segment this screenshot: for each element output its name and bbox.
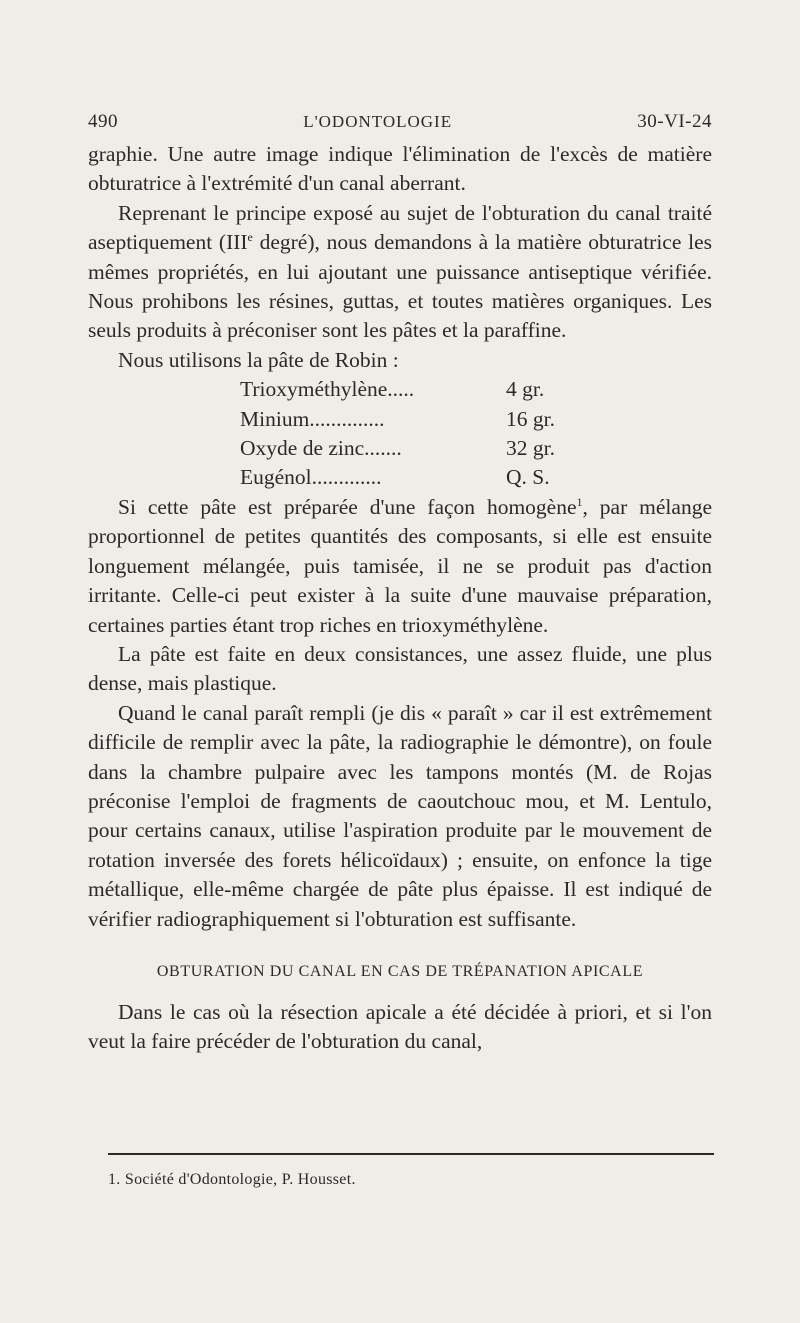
footnote: 1. Société d'Odontologie, P. Housset. [108, 1171, 356, 1188]
running-header [88, 104, 712, 140]
paragraph-4 [88, 493, 712, 640]
recipe-ingredient: Oxyde de zinc....... [240, 436, 402, 461]
footnote-divider [108, 1153, 714, 1155]
paragraph-3: Nous utilisons la pâte de Robin : [118, 347, 399, 372]
paragraph-2-end: degré), nous demandons à la matière obturatrice les mêmes propriétés, en lui ajoutant une puissance antiseptique vérifiée. Nous prohibons les résines, guttas, et toutes matières organiques. Les seuls produits à préconiser sont les pâtes et la paraffine. [88, 230, 712, 343]
paragraph-6: Quand le canal paraît rempli (je dis « paraît » car il est extrêmement difficile de remplir avec la pâte, la radiographie le démontre), on foule dans la chambre pulpaire avec les tampons montés (M. de Rojas préconise l'emploi de fragments de caoutchouc mou, et M. Lentulo, pour certains canaux, utilise l'aspiration produite par le mouvement de rotation inversée des forets hélicoïdaux) ; ensuite, on enfonce la tige métallique, elle-même chargée de pâte plus épaisse. Il est indiqué de vérifier radiographiquement si l'obturation est suffisante. [88, 700, 712, 931]
recipe-row [240, 434, 570, 463]
paragraph-5: La pâte est faite en deux consistances, une assez fluide, une plus dense, mais plastique. [88, 641, 712, 696]
recipe-ingredient: Minium.............. [240, 406, 385, 431]
paragraph-4-end: , par mélange proportionnel de petites quantités des composants, si elle est ensuite longuement mélangée, puis tamisée, il ne se produit pas d'action irritante. Celle-ci peut exister à la suite d'une mauvaise préparation, certaines parties étant trop riches en trioxyméthylène. [88, 494, 712, 637]
paragraph-7: Dans le cas où la résection apicale a été décidée à priori, et si l'on veut la faire précéder de l'obturation du canal, [88, 999, 712, 1054]
recipe-quantity: 4 gr. [506, 377, 545, 402]
recipe-ingredient: Trioxyméthylène..... [240, 377, 415, 402]
journal-title: L'ODONTOLOGIE [303, 112, 453, 131]
recipe-row [240, 405, 570, 434]
section-heading: OBTURATION DU CANAL EN CAS DE TRÉPANATION APICALE [156, 962, 644, 980]
paragraph-2-start: Reprenant le principe exposé au sujet de l'obturation du canal traité aseptiquement (III [88, 200, 712, 255]
page-number: 490 [88, 111, 118, 132]
recipe-quantity: 32 gr. [506, 436, 555, 461]
recipe-quantity: 16 gr. [506, 406, 555, 431]
page-body [88, 104, 712, 1057]
footnote-marker: 1 [576, 494, 583, 509]
recipe-quantity: Q. S. [506, 465, 550, 490]
recipe-row [240, 463, 570, 492]
paragraph-2 [88, 199, 712, 346]
recipe-ingredient: Eugénol............. [240, 465, 382, 490]
superscript-e: e [247, 230, 253, 245]
recipe-list [240, 375, 570, 493]
issue-date: 30-VI-24 [637, 111, 712, 132]
paragraph-1: graphie. Une autre image indique l'élimination de l'excès de matière obturatrice à l'extrémité d'un canal aberrant. [88, 142, 712, 196]
paragraph-4-start: Si cette pâte est préparée d'une façon homogène [118, 494, 577, 519]
recipe-row [240, 375, 570, 404]
